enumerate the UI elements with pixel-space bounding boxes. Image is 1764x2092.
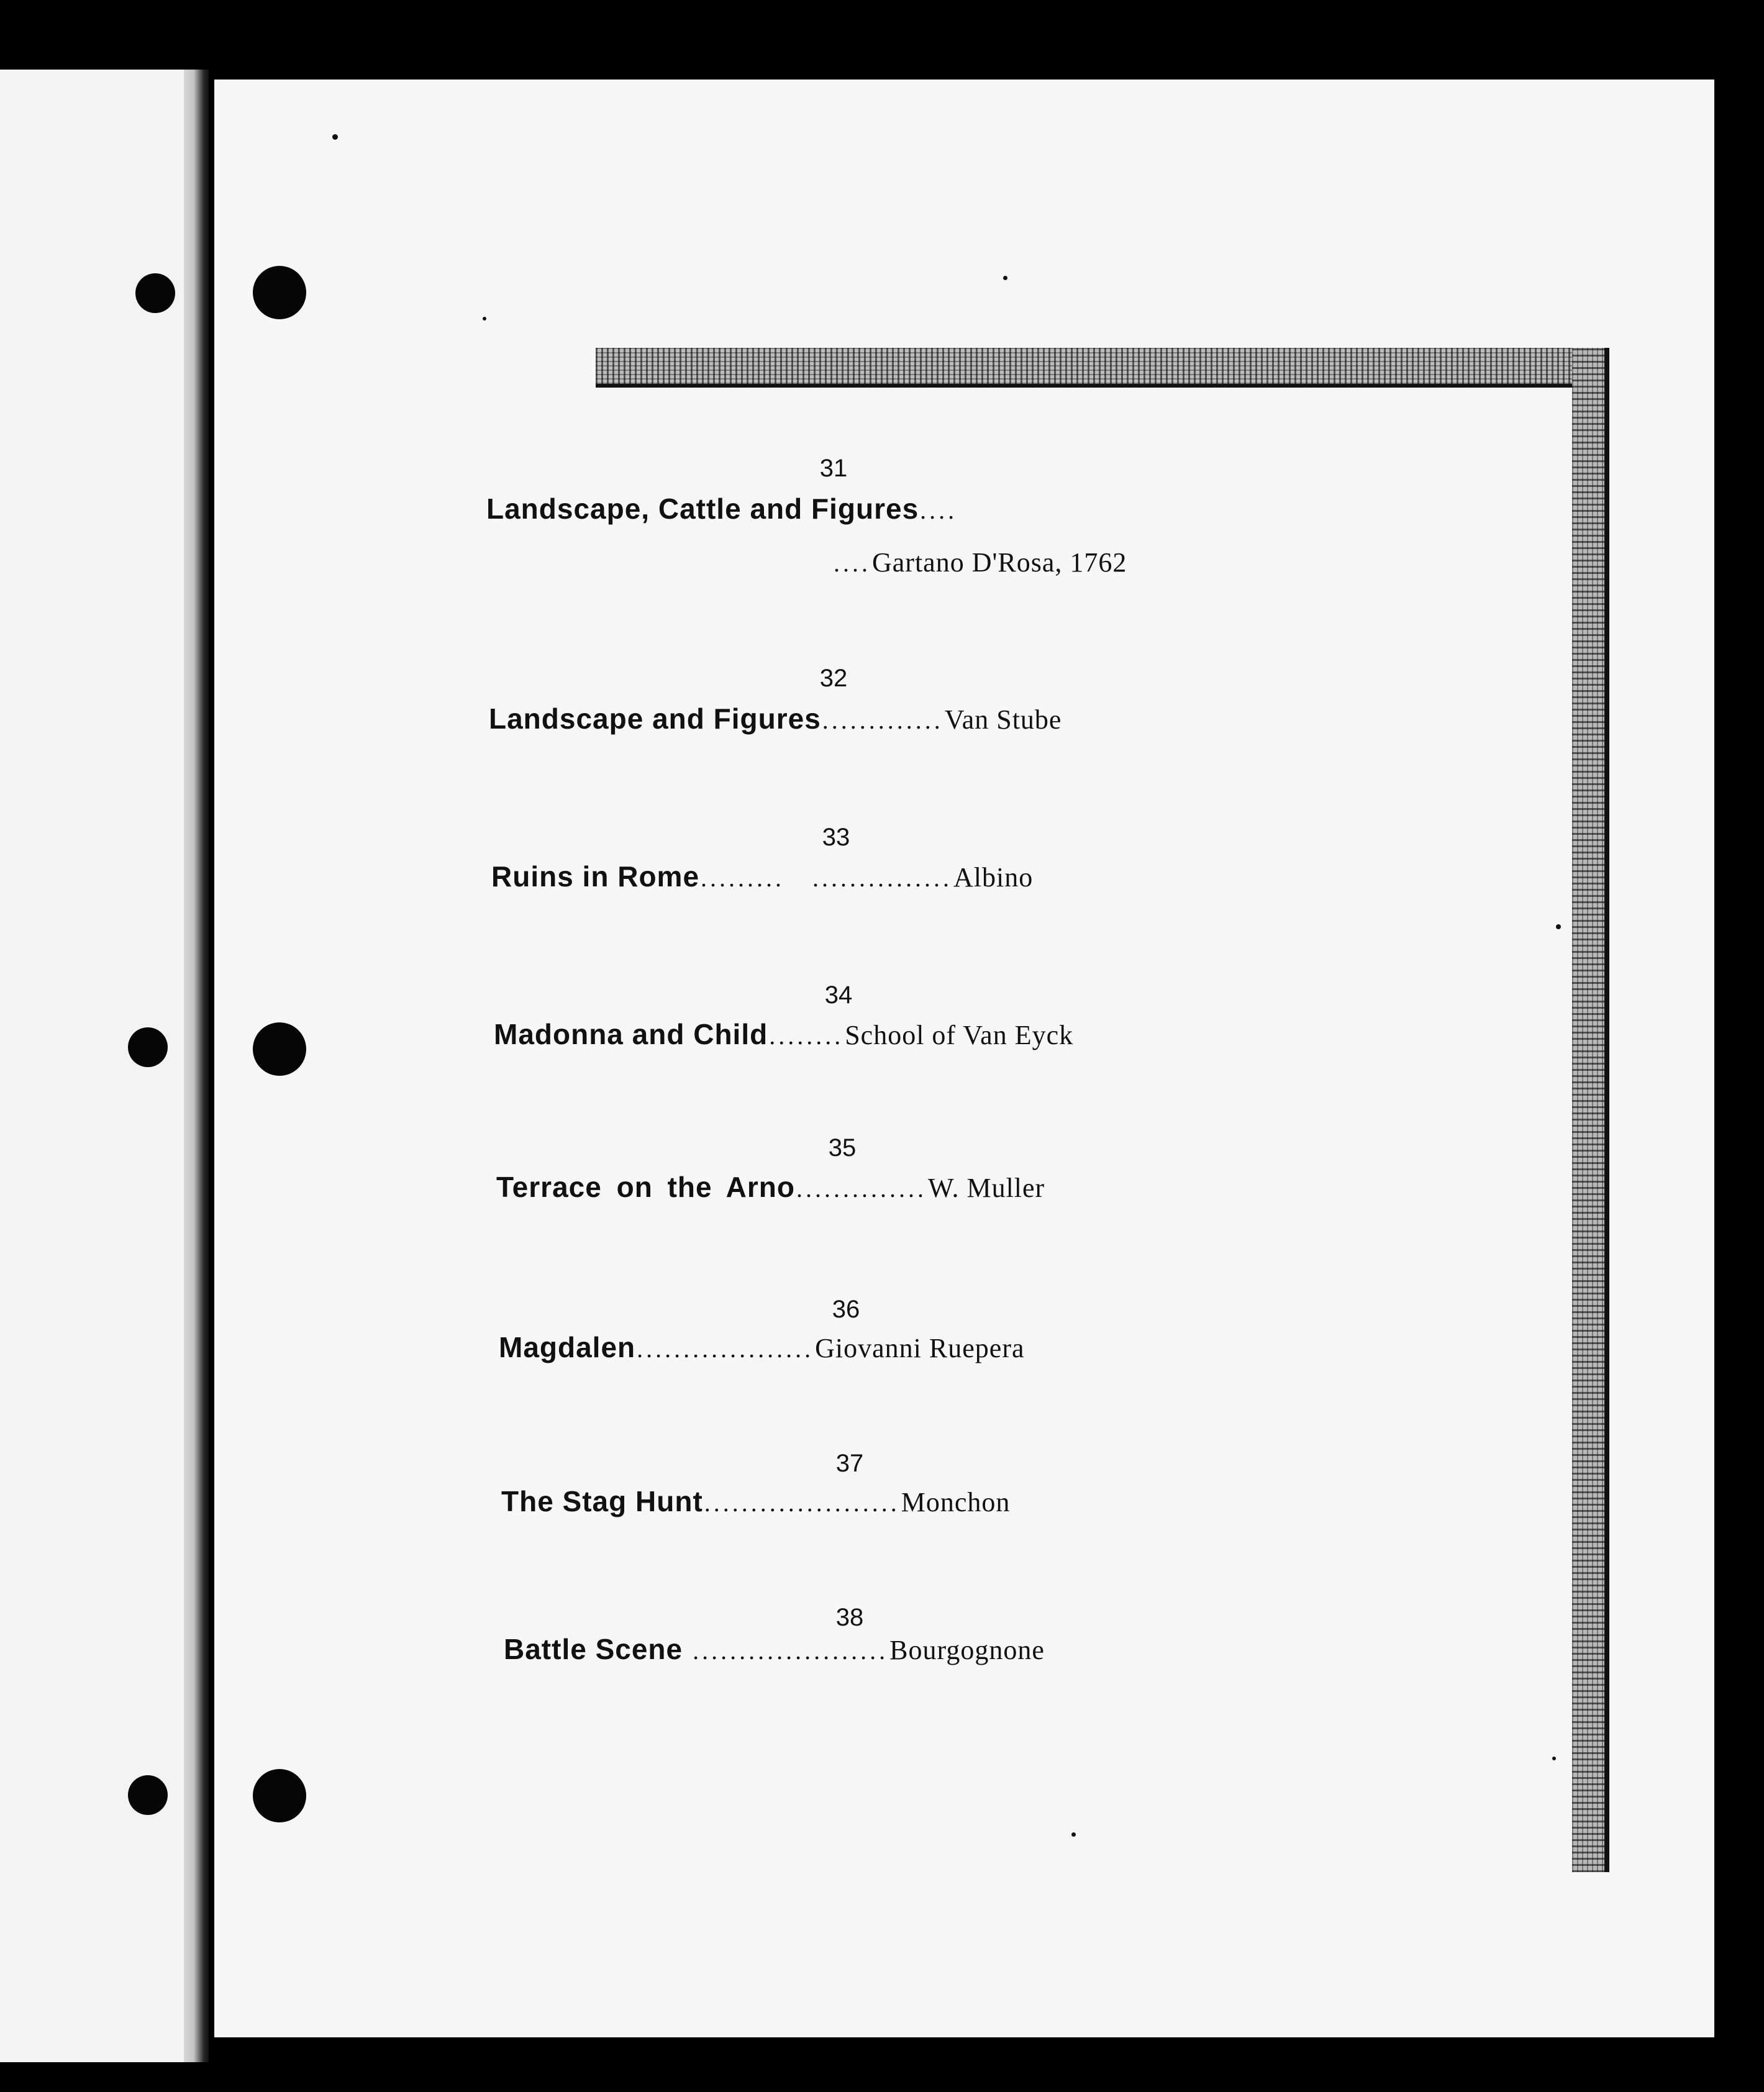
decorative-border-right [1572, 348, 1609, 1872]
punch-hole-icon [253, 1769, 306, 1822]
painting-title: Battle Scene [504, 1633, 683, 1665]
painting-title: Magdalen [499, 1331, 636, 1363]
entry-line [491, 860, 1033, 893]
leader-dots: ......... ............... [701, 864, 953, 892]
entry-number: 35 [828, 1134, 857, 1162]
artist-name: School of Van Eyck [845, 1020, 1074, 1050]
painting-title: The Stag Hunt [501, 1485, 703, 1517]
adjacent-page [0, 70, 205, 2062]
catalog-page [214, 80, 1714, 2037]
entry-line [504, 1632, 1045, 1666]
leader-dots: .... [834, 549, 871, 577]
leader-dots: .............. [796, 1175, 927, 1203]
entry-number: 38 [835, 1604, 864, 1631]
punch-hole-icon [128, 1775, 168, 1815]
dust-speck [332, 134, 338, 140]
entry-line [501, 1485, 1010, 1518]
entry-number: 34 [824, 981, 853, 1009]
leader-dots: ................... [637, 1335, 814, 1363]
punch-hole-icon [135, 273, 175, 313]
dust-speck [1003, 276, 1007, 280]
artist-name: W. Muller [927, 1173, 1045, 1203]
leader-dots: ............. [822, 706, 943, 734]
leader-dots: ........ [769, 1022, 844, 1050]
entry-title-line [486, 492, 958, 525]
artist-name: Giovanni Ruepera [815, 1333, 1025, 1363]
leader-dots: .... [920, 496, 958, 524]
entry-line [489, 702, 1062, 735]
painting-title: Ruins in Rome [491, 860, 700, 893]
entry-number: 32 [819, 665, 848, 692]
entry-line [499, 1330, 1025, 1364]
artist-name: Van Stube [944, 704, 1062, 735]
entry-number: 37 [835, 1450, 864, 1477]
punch-hole-icon [128, 1027, 168, 1067]
page-edge-shadow [184, 70, 209, 2062]
painting-title: Landscape and Figures [489, 703, 821, 735]
entry-number: 36 [832, 1296, 860, 1323]
decorative-border-top [596, 348, 1598, 388]
entry-artist-line [832, 547, 1127, 578]
leader-dots: ..................... [704, 1489, 900, 1517]
artist-name: Gartano D'Rosa, 1762 [872, 547, 1127, 578]
artist-name: Bourgognone [889, 1635, 1045, 1665]
painting-title: Madonna and Child [494, 1018, 768, 1050]
painting-title: Landscape, Cattle and Figures [486, 493, 919, 525]
punch-hole-icon [253, 266, 306, 319]
artist-name: Albino [953, 862, 1034, 893]
artist-name: Monchon [901, 1487, 1011, 1517]
entry-number: 31 [819, 455, 848, 482]
dust-speck [483, 317, 486, 321]
entry-number: 33 [822, 824, 850, 851]
dust-speck [1556, 924, 1561, 929]
dust-speck [1552, 1757, 1556, 1760]
entry-line [494, 1017, 1073, 1051]
dust-speck [1071, 1832, 1076, 1837]
entry-line [496, 1170, 1045, 1204]
painting-title: Terrace on the Arno [496, 1171, 795, 1203]
leader-dots: ..................... [693, 1637, 889, 1665]
punch-hole-icon [253, 1022, 306, 1076]
